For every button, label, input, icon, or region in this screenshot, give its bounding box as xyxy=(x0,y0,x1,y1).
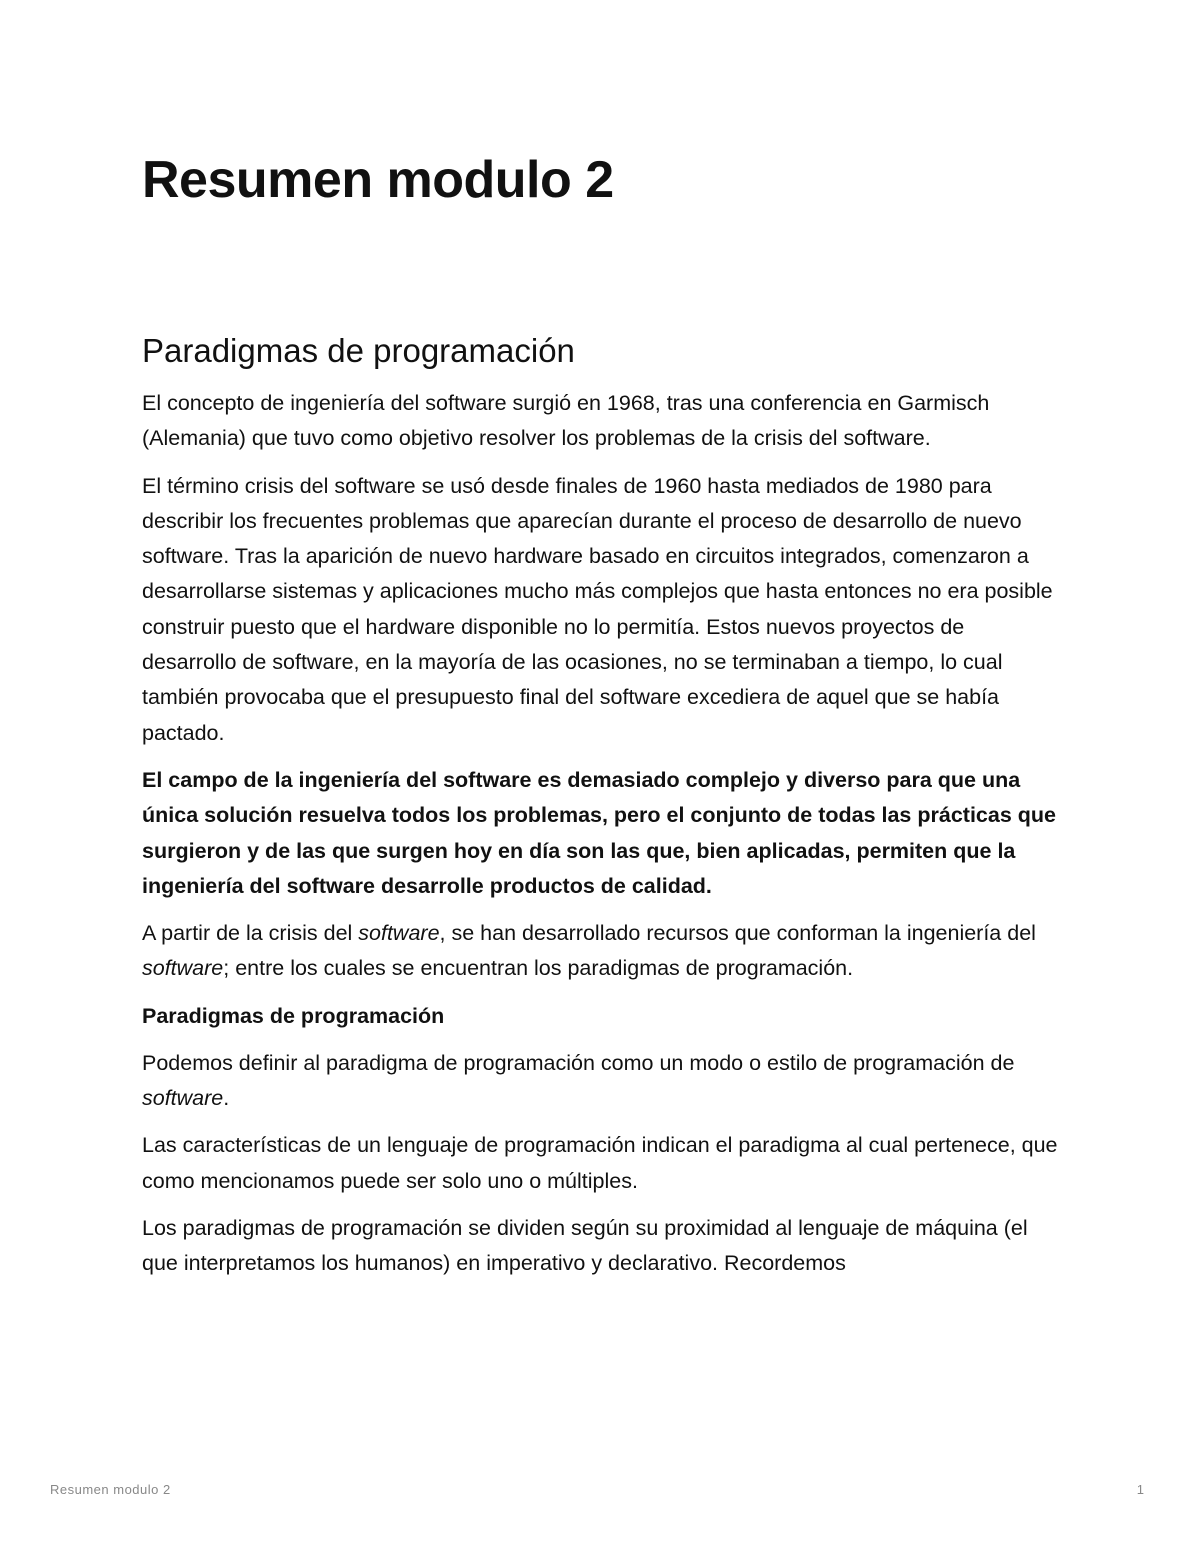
paragraph-5-part-a: Podemos definir al paradigma de programación como un modo o estilo de programación de xyxy=(142,1050,1015,1075)
paragraph-4-italic-2: software xyxy=(142,956,224,981)
page-content xyxy=(142,150,1062,1276)
paragraph-3-bold: El campo de la ingeniería del software es demasiado complejo y diverso para que una única solución resuelva todos los problemas, pero el conjunto de todas las prácticas que surgieron y de las que surgen hoy en día son las que, bien aplicadas, permiten que la ingeniería del software desarrolle productos de calidad. xyxy=(142,767,1056,898)
paragraph-6: Las características de un lenguaje de programación indican el paradigma al cual pertenece, que como mencionamos puede ser solo uno o múltiples. xyxy=(142,1133,1058,1193)
paragraph-5-italic: software xyxy=(142,1086,224,1111)
page-number: 1 xyxy=(1136,1482,1144,1497)
section-heading: Paradigmas de programación xyxy=(142,332,575,369)
paragraph-4-part-c: , se han desarrollado recursos que conforman la ingeniería del xyxy=(439,921,1036,946)
paragraph-4-part-e: ; entre los cuales se encuentran los paradigmas de programación. xyxy=(223,956,854,981)
paragraph-4 xyxy=(142,916,1062,987)
body-block xyxy=(142,386,1062,1294)
footer-title: Resumen modulo 2 xyxy=(50,1482,171,1497)
paragraph-4-part-a: A partir de la crisis del xyxy=(142,921,359,946)
document-title: Resumen modulo 2 xyxy=(142,151,614,209)
paragraph-2: El término crisis del software se usó desde finales de 1960 hasta mediados de 1980 para describir los frecuentes problemas que aparecían durante el proceso de desarrollo de nuevo software. Tras la aparición de nuevo hardware basado en circuitos integrados, comenzaron a desarrollarse sistemas y aplicaciones mucho más complejos que hasta entonces no era posible construir puesto que el hardware disponible no lo permitía. Estos nuevos proyectos de desarrollo de software, en la mayoría de las ocasiones, no se terminaban a tiempo, lo cual también provocaba que el presupuesto final del software excediera de aquel que se había pactado. xyxy=(142,473,1053,745)
paragraph-5-part-c: . xyxy=(223,1086,230,1111)
paragraph-1: El concepto de ingeniería del software surgió en 1968, tras una conferencia en Garmisch (Alemania) que tuvo como objetivo resolver los problemas de la crisis del software. xyxy=(142,391,990,451)
paragraph-5 xyxy=(142,1046,1062,1117)
paragraph-4-italic-1: software xyxy=(358,921,440,946)
paragraph-7: Los paradigmas de programación se dividen según su proximidad al lenguaje de máquina (el que interpretamos los humanos) en imperativo y declarativo. Recordemos xyxy=(142,1215,1028,1276)
subheading: Paradigmas de programación xyxy=(142,1003,445,1028)
